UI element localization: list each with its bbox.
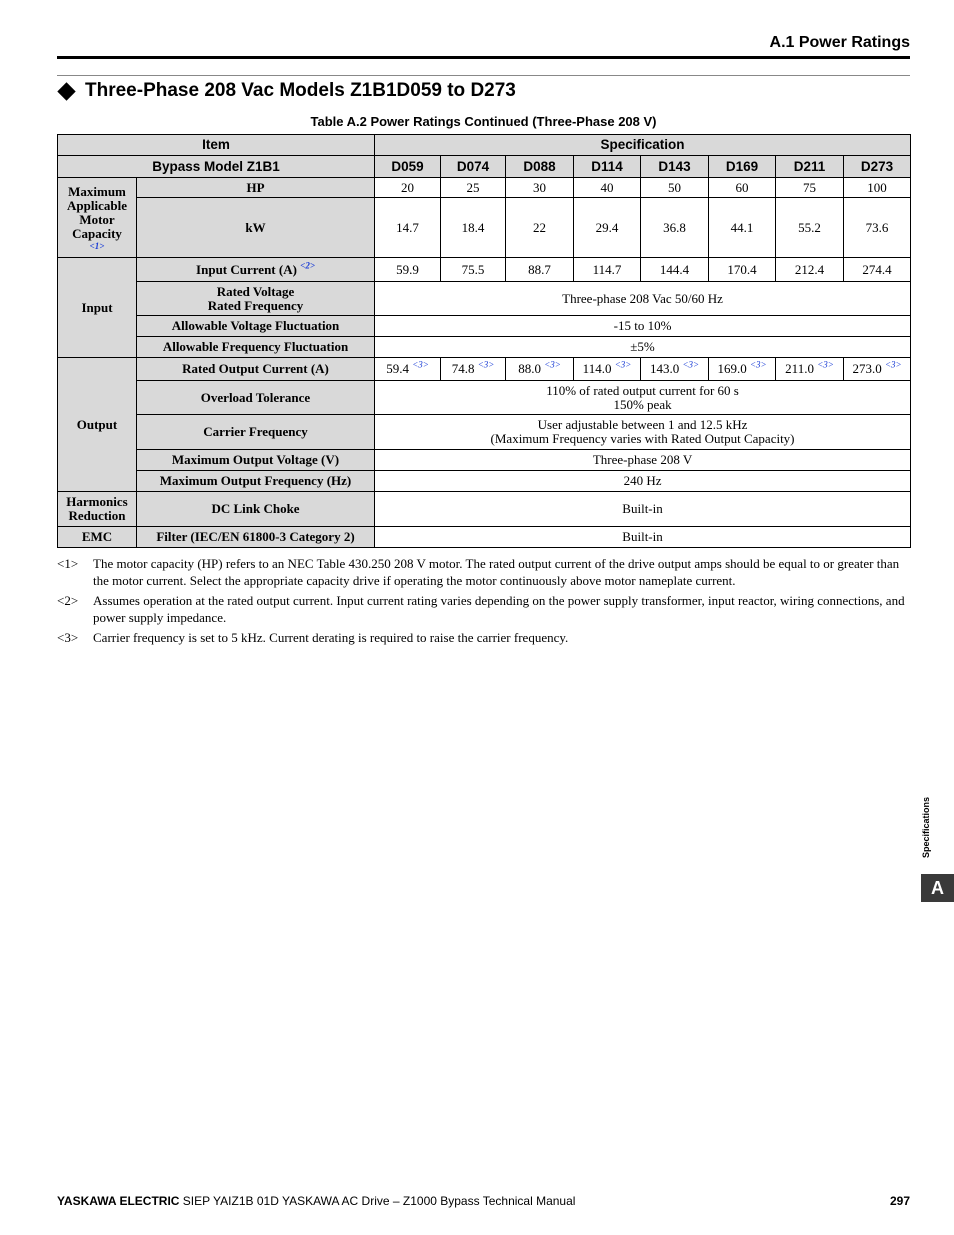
kw-row [58, 198, 911, 258]
output-group-label: Output [58, 358, 137, 492]
kw-value: 29.4 [574, 198, 641, 258]
footnote [57, 592, 910, 626]
note-ref-link[interactable]: <3> [749, 359, 767, 370]
dc-link-choke-value: Built-in [375, 492, 911, 527]
max-voltage-label: Maximum Output Voltage (V) [137, 450, 375, 471]
input-current-value: 212.4 [776, 258, 844, 282]
footnote [57, 629, 910, 646]
footnote [57, 555, 910, 589]
output-current-value: 169.0 [717, 361, 747, 376]
output-current-cell [574, 358, 641, 381]
footnote-number: <1> [57, 556, 79, 571]
output-current-value: 114.0 [582, 361, 612, 376]
note-ref-link[interactable]: <3> [682, 359, 700, 370]
input-current-value: 88.7 [506, 258, 574, 282]
harmonics-group-label [58, 492, 137, 527]
input-current-text: Input Current (A) [196, 261, 297, 277]
group-label-line: Applicable [67, 197, 127, 213]
freq-fluct-row [58, 337, 911, 358]
hp-value: 100 [844, 178, 911, 198]
hp-label: HP [137, 178, 375, 198]
diamond-bullet-icon [57, 82, 75, 100]
heading-text: Three-Phase 208 Vac Models Z1B1D059 to D273 [85, 80, 516, 101]
hp-value: 20 [375, 178, 441, 198]
input-current-label [137, 258, 375, 282]
emc-filter-label: Filter (IEC/EN 61800-3 Category 2) [137, 527, 375, 548]
harmonics-line: Harmonics [66, 494, 128, 509]
output-current-cell [506, 358, 574, 381]
output-current-value: 143.0 [649, 361, 680, 376]
motor-capacity-group [58, 178, 137, 258]
emc-group-label: EMC [58, 527, 137, 548]
kw-value: 36.8 [641, 198, 709, 258]
hp-value: 60 [709, 178, 776, 198]
hp-value: 30 [506, 178, 574, 198]
model-cell: D169 [709, 156, 776, 178]
model-cell: D211 [776, 156, 844, 178]
input-current-value: 75.5 [441, 258, 506, 282]
model-cell: D074 [441, 156, 506, 178]
carrier-line: (Maximum Frequency varies with Rated Output Capacity) [490, 431, 795, 446]
kw-label: kW [137, 198, 375, 258]
input-current-value: 274.4 [844, 258, 911, 282]
table-caption: Table A.2 Power Ratings Continued (Three-Phase 208 V) [310, 114, 657, 129]
note-ref-link[interactable]: <3> [884, 359, 902, 370]
overload-row [58, 381, 911, 415]
model-cell: D273 [844, 156, 911, 178]
note-ref-link[interactable]: <3> [412, 359, 429, 370]
hp-value: 25 [441, 178, 506, 198]
output-current-value: 211.0 [785, 361, 814, 376]
input-current-row [58, 258, 911, 282]
note-ref-link[interactable]: <3> [544, 359, 561, 370]
note-ref-link[interactable]: <2> [300, 260, 315, 271]
kw-value: 55.2 [776, 198, 844, 258]
table-header-row [58, 135, 911, 156]
item-header: Item [58, 135, 375, 156]
footnote-text: Assumes operation at the rated output current. Input current rating varies depending on the power supply transformer, input reactor, wiring connections, and power supply impedance. [93, 593, 905, 625]
voltage-fluct-value: -15 to 10% [375, 316, 911, 337]
input-current-value: 59.9 [375, 258, 441, 282]
appendix-tab[interactable]: A [921, 874, 954, 902]
section-header [57, 32, 910, 59]
freq-fluct-label: Allowable Frequency Fluctuation [137, 337, 375, 358]
footer-brand: YASKAWA ELECTRIC [57, 1194, 180, 1208]
footnote-number: <2> [57, 593, 79, 608]
page-heading [57, 80, 516, 102]
footnotes [57, 555, 910, 649]
group-label-line: Capacity [72, 225, 122, 241]
carrier-label: Carrier Frequency [137, 415, 375, 450]
input-group-label: Input [58, 258, 137, 358]
page-footer [57, 1194, 910, 1208]
harmonics-row [58, 492, 911, 527]
output-current-value: 59.4 [386, 361, 409, 376]
overload-value [375, 381, 911, 415]
rated-voltage-text: Rated Voltage [216, 283, 295, 299]
emc-row [58, 527, 911, 548]
max-freq-value: 240 Hz [375, 471, 911, 492]
hp-row [58, 178, 911, 198]
rated-frequency-text: Rated Frequency [207, 297, 304, 313]
model-row [58, 156, 911, 178]
kw-value: 14.7 [375, 198, 441, 258]
max-voltage-row [58, 450, 911, 471]
output-current-value: 88.0 [518, 361, 541, 376]
section-title: A.1 Power Ratings [769, 34, 910, 51]
output-current-cell [641, 358, 709, 381]
output-current-cell [375, 358, 441, 381]
voltage-fluct-label: Allowable Voltage Fluctuation [137, 316, 375, 337]
overload-label: Overload Tolerance [137, 381, 375, 415]
output-current-value: 273.0 [852, 361, 882, 376]
max-freq-row [58, 471, 911, 492]
output-current-cell [709, 358, 776, 381]
input-current-value: 144.4 [641, 258, 709, 282]
kw-value: 18.4 [441, 198, 506, 258]
overload-line: 150% peak [613, 396, 672, 412]
output-current-cell [844, 358, 911, 381]
hp-value: 75 [776, 178, 844, 198]
dc-link-choke-label: DC Link Choke [137, 492, 375, 527]
hp-value: 40 [574, 178, 641, 198]
kw-value: 44.1 [709, 198, 776, 258]
footnote-number: <3> [57, 630, 79, 645]
footnote-text: The motor capacity (HP) refers to an NEC Table 430.250 208 V motor. The rated output current of the drive output amps should be equal to or greater than the motor current. Select the appropriate capacity drive if operating the motor continuously above motor nameplate current. [93, 556, 900, 588]
output-current-cell [441, 358, 506, 381]
output-current-label: Rated Output Current (A) [137, 358, 375, 381]
power-ratings-table [57, 134, 911, 548]
kw-value: 22 [506, 198, 574, 258]
input-current-value: 114.7 [574, 258, 641, 282]
note-ref-link[interactable]: <3> [614, 359, 632, 370]
carrier-row [58, 415, 911, 450]
note-ref-link[interactable]: <3> [817, 359, 834, 370]
output-current-cell [776, 358, 844, 381]
page-number: 297 [889, 1194, 910, 1208]
model-cell: D143 [641, 156, 709, 178]
model-cell: D114 [574, 156, 641, 178]
output-current-row [58, 358, 911, 381]
footnote-text: Carrier frequency is set to 5 kHz. Current derating is required to raise the carrier frequency. [93, 630, 569, 645]
carrier-line: User adjustable between 1 and 12.5 kHz [537, 417, 748, 432]
model-cell: D088 [506, 156, 574, 178]
output-current-value: 74.8 [451, 361, 475, 376]
kw-value: 73.6 [844, 198, 911, 258]
overload-line: 110% of rated output current for 60 s [546, 382, 739, 398]
divider [57, 75, 910, 76]
freq-fluct-value: ±5% [375, 337, 911, 358]
note-ref-link[interactable]: <3> [477, 359, 495, 370]
carrier-value [375, 415, 911, 450]
harmonics-line: Reduction [68, 508, 126, 523]
group-label-line: Motor [79, 211, 115, 227]
model-cell: D059 [375, 156, 441, 178]
input-current-value: 170.4 [709, 258, 776, 282]
note-ref-link[interactable]: <1> [89, 240, 105, 251]
max-voltage-value: Three-phase 208 V [375, 450, 911, 471]
rated-voltage-value: Three-phase 208 Vac 50/60 Hz [375, 282, 911, 316]
emc-filter-value: Built-in [375, 527, 911, 548]
rated-voltage-row [58, 282, 911, 316]
footer-doc-title: SIEP YAIZ1B 01D YASKAWA AC Drive – Z1000 Bypass Technical Manual [179, 1194, 576, 1208]
hp-value: 50 [641, 178, 709, 198]
rated-voltage-label [137, 282, 375, 316]
spec-header: Specification [375, 135, 911, 156]
max-freq-label: Maximum Output Frequency (Hz) [137, 471, 375, 492]
voltage-fluct-row [58, 316, 911, 337]
side-tab-label: Specifications [921, 796, 931, 858]
model-label: Bypass Model Z1B1 [58, 156, 375, 178]
group-label-line: Maximum [68, 183, 126, 199]
